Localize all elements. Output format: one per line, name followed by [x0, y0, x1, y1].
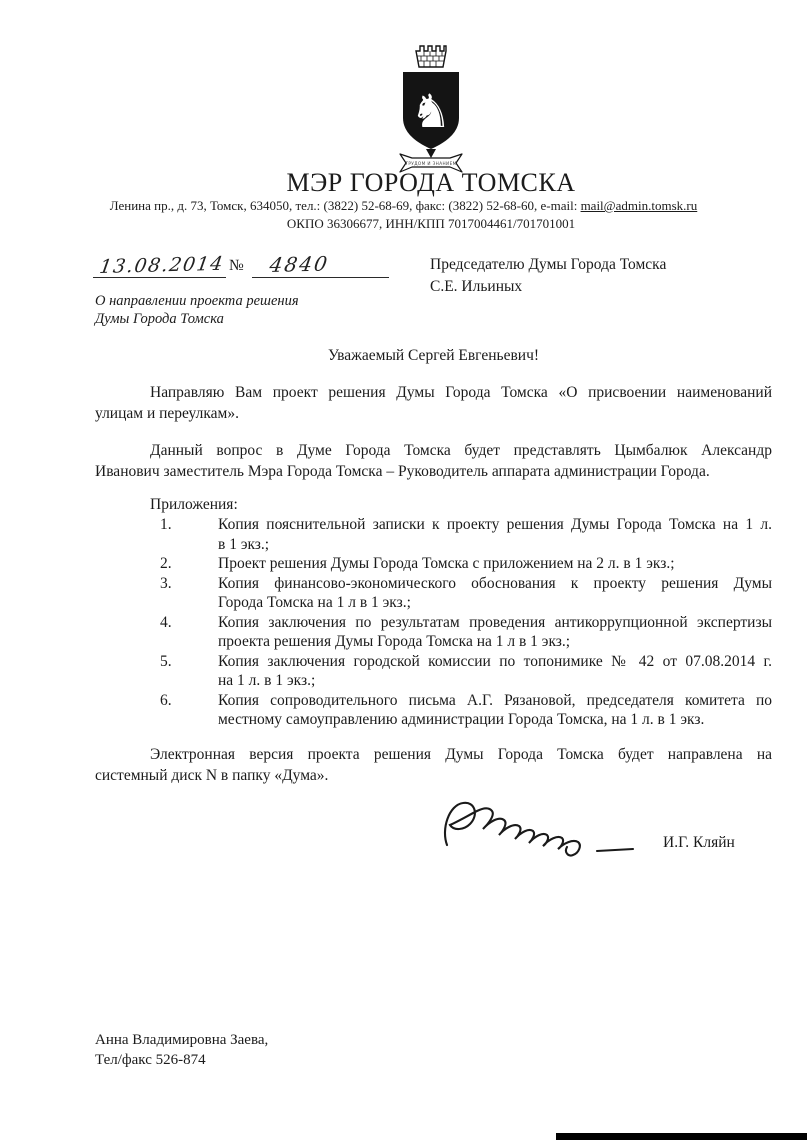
paragraph-line: системный диск N в папку «Дума». — [95, 766, 329, 784]
attachment-item — [95, 691, 772, 730]
attachments-list — [95, 515, 772, 730]
attachment-item — [95, 515, 772, 554]
tomsk-coat-of-arms — [386, 42, 476, 179]
contact-text: Ленина пр., д. 73, Томск, 634050, тел.: (3822) 52-68-69, факс: (3822) 52-68-60, e-mail: — [109, 198, 581, 213]
executor-name: Анна Владимировна Заева, — [95, 1032, 269, 1048]
number-sign: № — [229, 257, 244, 274]
paragraph-line: улицам и переулкам». — [95, 405, 239, 422]
executor-phone: Тел/факс 526-874 — [95, 1052, 206, 1068]
attachment-item — [95, 613, 772, 652]
recipient-block — [430, 254, 666, 297]
attachments-label: Приложения: — [150, 496, 238, 513]
attachment-text — [218, 515, 772, 554]
attachment-line: проекта решения Думы Города Томска на 1 л в 1 экз.; — [218, 633, 571, 650]
coat-of-arms-svg — [386, 42, 476, 174]
signature-stroke — [437, 793, 652, 868]
paragraph-line: Иванович заместитель Мэра Города Томска – Руководитель аппарата администрации Города. — [95, 463, 710, 480]
paragraph-line: Направляю Вам проект решения Думы Города Томска «О присвоении наименований — [150, 384, 772, 401]
attachment-item — [95, 574, 772, 613]
email-link[interactable]: mail@admin.tomsk.ru — [580, 198, 698, 213]
attachment-number: 3. — [160, 574, 172, 592]
executor-block — [95, 1030, 268, 1070]
attachment-line: Копия заключения по результатам проведения антикоррупционной экспертизы — [218, 613, 772, 631]
subject-line1: О направлении проекта решения — [95, 293, 299, 309]
recipient-line1: Председателю Думы Города Томска — [430, 256, 667, 273]
handwritten-number: 4840 — [268, 251, 331, 277]
attachment-number: 2. — [160, 555, 172, 572]
attachment-line: на 1 л. в 1 экз.; — [218, 672, 316, 689]
attachment-line: Проект решения Думы Города Томска с приложением на 2 л. в 1 экз.; — [218, 555, 675, 572]
scan-artifact-bar — [556, 1133, 807, 1140]
attachment-line: Копия финансово-экономического обоснования к проекту решения Думы — [218, 574, 772, 592]
attachment-line: Города Томска на 1 л в 1 экз.; — [218, 594, 411, 611]
attachment-number: 4. — [160, 613, 172, 631]
attachment-text — [218, 613, 772, 652]
shield-tab-icon — [426, 149, 436, 158]
attachment-line: Копия сопроводительного письма А.Г. Рязановой, председателя комитета по — [218, 691, 772, 709]
paragraph-1 — [95, 382, 772, 424]
attachment-number: 6. — [160, 691, 172, 709]
recipient-line2: С.Е. Ильиных — [430, 277, 523, 295]
number-underline — [252, 277, 389, 278]
signatory-name: И.Г. Кляйн — [663, 834, 735, 851]
org-name: МЭР ГОРОДА ТОМСКА — [286, 168, 576, 197]
attachment-line: в 1 экз.; — [218, 535, 270, 553]
closing-paragraph — [95, 744, 772, 786]
salutation: Уважаемый Сергей Евгеньевич! — [327, 347, 540, 364]
letter-body — [95, 345, 772, 786]
subject-line2: Думы Города Томска — [95, 310, 224, 327]
attachment-text — [218, 652, 772, 691]
attachment-line: местному самоуправлению администрации Города Томска, на 1 л. в 1 экз. — [218, 711, 705, 728]
attachment-item — [95, 652, 772, 691]
attachment-line: Копия пояснительной записки к проекту решения Думы Города Томска на 1 л. — [218, 516, 772, 533]
horse-icon: ♞ — [409, 84, 452, 138]
attachment-line: Копия заключения городской комиссии по топонимике № 42 от 07.08.2014 г. — [218, 652, 772, 670]
attachment-text — [218, 574, 772, 613]
handwritten-date: 13.08.2014 — [98, 252, 226, 278]
attachment-text — [218, 691, 772, 730]
contact-line — [0, 198, 807, 214]
mural-crown-icon — [416, 46, 446, 67]
subject-block — [95, 293, 299, 328]
registration-line: ОКПО 36306677, ИНН/КПП 7017004461/701701001 — [286, 216, 576, 231]
attachment-text — [218, 554, 772, 574]
attachment-number: 1. — [160, 516, 172, 533]
crest-motto: ТРУДОМ И ЗНАНИЕМ — [404, 161, 457, 166]
paragraph-2 — [95, 440, 772, 482]
paragraph-line: Данный вопрос в Думе Города Томска будет представлять Цымбалюк Александр — [150, 442, 772, 459]
paragraph-line: Электронная версия проекта решения Думы Города Томска будет направлена на — [150, 745, 772, 763]
attachment-number: 5. — [160, 652, 172, 670]
date-underline — [93, 277, 226, 278]
attachment-item — [95, 554, 772, 574]
